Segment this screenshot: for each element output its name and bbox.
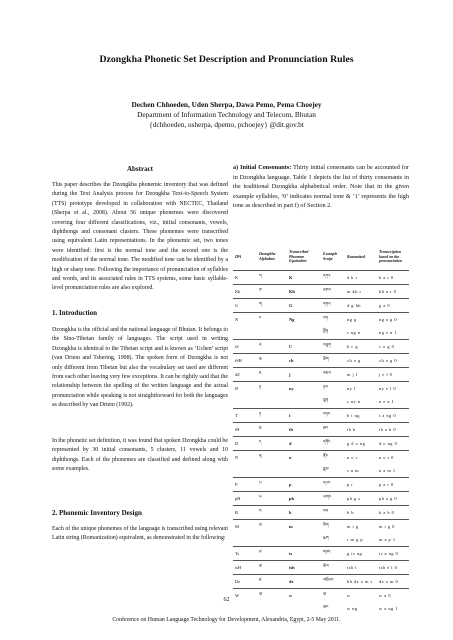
- romanized-cell: p r: [345, 478, 377, 492]
- table-row: [233, 520, 409, 534]
- affiliation: [0, 110, 453, 130]
- abstract-heading: Abstract: [126, 165, 154, 173]
- romanized-cell: m i g: [345, 520, 377, 534]
- example-script-cell: རྨག: [323, 535, 329, 540]
- transcription-cell: m a p 1: [379, 537, 396, 542]
- example-script-cell: དགའ: [321, 299, 345, 313]
- phoneme-cell: n: [287, 451, 321, 465]
- example-script-cell: སྣམ: [323, 466, 329, 471]
- empty-cell: [287, 464, 321, 478]
- table-row: [233, 409, 409, 423]
- phoneme-cell: G: [287, 299, 321, 313]
- ipa-cell: D: [233, 437, 257, 451]
- table-row-variant: [233, 395, 409, 409]
- phoneme-cell: ch: [287, 354, 321, 368]
- table-row-variant: [233, 464, 409, 478]
- consonant-table: [233, 244, 409, 615]
- empty-cell: [257, 395, 287, 409]
- ipa-cell: N: [233, 313, 257, 327]
- dzongkha-letter-cell: ཚ: [257, 561, 287, 575]
- phoneme-cell: d: [287, 437, 321, 451]
- empty-cell: [287, 395, 321, 409]
- table-row: [233, 340, 409, 354]
- transcription-cell: d o ng 0: [377, 437, 409, 451]
- empty-cell: [233, 464, 257, 478]
- dzongkha-letter-cell: ག: [257, 299, 287, 313]
- dzongkha-letter-cell: ཙ: [257, 547, 287, 561]
- romanized-cell: s ng n: [347, 330, 361, 335]
- example-script-cell: ཉལ: [321, 382, 345, 396]
- paper-title: Dzongkha Phonetic Set Description and Pronunciation Rules: [99, 54, 354, 65]
- table-header-row: [233, 244, 409, 271]
- transcription-cell: n a m 1: [379, 468, 396, 473]
- phoneme-cell: th: [287, 423, 321, 437]
- affiliation-name: Department of Information Technology and Telecom, Bhutan: [137, 110, 316, 119]
- transcription-cell: th a b 0: [377, 423, 409, 437]
- table-row: [233, 299, 409, 313]
- transcription-cell: ch o g 0: [377, 354, 409, 368]
- example-script-cell: ཝ: [321, 589, 345, 603]
- phoneme-cell: p: [287, 478, 321, 492]
- phoneme-cell: w: [287, 589, 321, 603]
- transcription-cell: m i g 0: [377, 520, 409, 534]
- ipa-cell: K: [233, 271, 257, 285]
- phoneme-cell: Kh: [287, 285, 321, 299]
- ipa-cell: tSH: [233, 354, 257, 368]
- phoneme-cell: ny: [287, 382, 321, 396]
- author-list: Dechen Chhoeden, Uden Sherpa, Dawa Pemo, Pema Choejey: [131, 100, 322, 109]
- romanized-cell: m kh r: [345, 285, 377, 299]
- ipa-cell: pH: [233, 492, 257, 506]
- romanized-cell: s n m: [347, 468, 360, 473]
- romanized-cell: g ts ng: [345, 547, 377, 561]
- consonants-paragraph: [233, 163, 409, 211]
- table-row: [233, 285, 409, 299]
- ipa-cell: Ts: [233, 547, 257, 561]
- author-emails: {dchhoeden, usherpa, dpemo, pchoejey} @dit.gov.bt: [149, 120, 304, 129]
- romanized-cell: tsh l: [345, 561, 377, 575]
- empty-cell: [257, 464, 287, 478]
- romanized-cell: w ng: [347, 606, 358, 611]
- transcription-cell: tsh e l 0: [377, 561, 409, 575]
- dzongkha-letter-cell: ཇ: [257, 368, 287, 382]
- transcription-cell: w a ng 1: [379, 606, 398, 611]
- section-introduction-heading: 1. Introduction: [52, 309, 97, 317]
- table-row: [233, 506, 409, 520]
- dzongkha-letter-cell: ཏ: [257, 409, 287, 423]
- example-script-cell: ནོར: [321, 451, 345, 465]
- phoneme-cell: b: [287, 506, 321, 520]
- example-script-cell: ཐབ: [321, 423, 345, 437]
- phoneme-cell: j: [287, 368, 321, 382]
- phoneme-cell: m: [287, 520, 321, 534]
- transcription-cell: c o g 0: [377, 340, 409, 354]
- ipa-cell: M: [233, 520, 257, 534]
- dzongkha-letter-cell: ཛ: [257, 575, 287, 589]
- transcription-cell: ny e l 0: [377, 382, 409, 396]
- romanized-cell: ph g s: [345, 492, 377, 506]
- transcription-cell: dz o m 0: [377, 575, 409, 589]
- dzongkha-letter-cell: ཆ: [257, 354, 287, 368]
- example-script-cell: དགོང: [321, 437, 345, 451]
- table-row: [233, 313, 409, 327]
- ipa-cell: tS: [233, 340, 257, 354]
- ipa-cell: W: [233, 589, 257, 603]
- romanized-cell: ng g: [345, 313, 377, 327]
- romanized-cell: w: [345, 589, 377, 603]
- phoneme-cell: Ng: [287, 313, 321, 327]
- ipa-cell: tH: [233, 423, 257, 437]
- inventory-paragraph: Each of the unique phonemes of the language is transcribed using relevant Latin string (Romanization) equivalent, as demonstrated in the following:: [52, 526, 228, 542]
- phoneme-cell: t: [287, 409, 321, 423]
- romanized-cell: m j l: [345, 368, 377, 382]
- transcription-cell: p a r 0: [377, 478, 409, 492]
- intro-paragraph-1: Dzongkha is the official and the national language of Bhutan. It belongs to the Sino-Tibetan family of languages. The script used in writing Dzongkha is identical to the Tibetan script and is known as ‘Uchen’ script (van Driem and Tshering, 1998). The spoken form of Dzongkha is not only different from Tibetan but also the vocabulary set used are different from each other leaving very few exceptions. It can be rightly said that the relationship between the spelling of the written language and the actual pronunciation while speaking is not straightforward for both the languages as described by van Driem (1992).: [52, 327, 228, 409]
- romanized-cell: s ny n: [347, 399, 361, 404]
- phoneme-cell: ph: [287, 492, 321, 506]
- intro-paragraph-2: In the phonetic set definition, it was found that spoken Dzongkha could be represented by 30 initial consonants, 5 clusters, 11 vowels and 10 diphthongs. Each of the phonemes are classified and defined along with some examples.: [52, 438, 228, 473]
- ipa-cell: T: [233, 409, 257, 423]
- ipa-cell: Ø: [233, 382, 257, 396]
- transcription-cell: kh a r 0: [377, 285, 409, 299]
- transcription-cell: ph a g 0: [377, 492, 409, 506]
- romanized-cell: ch o g: [345, 354, 377, 368]
- empty-cell: [287, 326, 321, 340]
- transcription-cell: t a ng 0: [377, 409, 409, 423]
- empty-cell: [233, 533, 257, 547]
- dzongkha-letter-cell: པ: [257, 478, 287, 492]
- romanized-cell: ny l: [345, 382, 377, 396]
- table-row: [233, 382, 409, 396]
- example-script-cell: དཀར: [321, 271, 345, 285]
- transcription-cell: g a 0: [377, 299, 409, 313]
- table-row-variant: [233, 533, 409, 547]
- transcription-cell: k a r 0: [377, 271, 409, 285]
- romanized-cell: b t ng: [345, 409, 377, 423]
- transcription-cell: ng a g 0: [377, 313, 409, 327]
- dzongkha-letter-cell: ཉ: [257, 382, 287, 396]
- table-row: [233, 368, 409, 382]
- page-number: 62: [223, 597, 230, 603]
- consonants-text: Thirty initial consonants can be accounted for in Dzongkha language. Table 1 depicts the list of thirty consonants in the traditional Dzongkha alphabetical order. Note that in the given example syllables, ‘0’ indicates normal tone & ‘1’ represents the high tone as described in part f) of Section 2.: [233, 164, 409, 209]
- example-script-cell: ཚེལ: [321, 561, 345, 575]
- example-script-cell: མཇལ: [321, 368, 345, 382]
- romanized-cell: th b: [345, 423, 377, 437]
- example-script-cell: བཏང: [321, 409, 345, 423]
- phoneme-cell: dz: [287, 575, 321, 589]
- conference-footer: Conference on Human Language Technology for Development, Alexandria, Egypt, 2-5 May 2011.: [112, 617, 341, 623]
- transcription-cell: b a b 0: [377, 506, 409, 520]
- table-row: [233, 451, 409, 465]
- dzongkha-letter-cell: ཁ: [257, 285, 287, 299]
- dzongkha-letter-cell: བ: [257, 506, 287, 520]
- empty-cell: [233, 326, 257, 340]
- example-script-cell: སྔོན: [323, 328, 329, 333]
- transcription-cell: n o r 0: [377, 451, 409, 465]
- empty-cell: [257, 326, 287, 340]
- table-row-variant: [233, 326, 409, 340]
- header-romanized: Romanized: [347, 254, 365, 259]
- romanized-cell: b c g: [345, 340, 377, 354]
- transcription-cell: w a 0: [377, 589, 409, 603]
- dzongkha-letter-cell: ཀ: [257, 271, 287, 285]
- dzongkha-letter-cell: ཝ: [257, 589, 287, 603]
- dzongkha-letter-cell: ཅ: [257, 340, 287, 354]
- table-row: [233, 492, 409, 506]
- phoneme-cell: tsh: [287, 561, 321, 575]
- example-script-cell: སྙན: [323, 397, 329, 402]
- example-script-cell: ངག: [321, 313, 345, 327]
- header-ipa: IPA: [235, 254, 242, 259]
- example-script-cell: གཙང: [321, 547, 345, 561]
- example-script-cell: འཛོམས: [321, 575, 345, 589]
- romanized-cell: n o r: [345, 451, 377, 465]
- empty-cell: [287, 602, 321, 615]
- ipa-cell: G: [233, 299, 257, 313]
- ipa-cell: P: [233, 478, 257, 492]
- romanized-cell: hh dz o m s: [345, 575, 377, 589]
- example-script-cell: བཅུག: [321, 340, 345, 354]
- phoneme-cell: C: [287, 340, 321, 354]
- empty-cell: [233, 395, 257, 409]
- transcription-cell: j e l 0: [377, 368, 409, 382]
- example-script-cell: མཁར: [321, 285, 345, 299]
- ipa-cell: dZ: [233, 368, 257, 382]
- phoneme-cell: K: [287, 271, 321, 285]
- transcription-cell: ts a ng 0: [377, 547, 409, 561]
- ipa-cell: tsH: [233, 561, 257, 575]
- romanized-cell: g d o ng: [345, 437, 377, 451]
- ipa-cell: B: [233, 506, 257, 520]
- romanized-cell: r m g p: [347, 537, 364, 542]
- table-row: [233, 561, 409, 575]
- table-row: [233, 437, 409, 451]
- example-script-cell: མིག: [321, 520, 345, 534]
- phoneme-cell: ts: [287, 547, 321, 561]
- table-row: [233, 478, 409, 492]
- abstract-text: This paper describes the Dzongkha phonemic inventory that was defined during the Text Analysis process for Dzongkha Text-to-Speech System (TTS) prototype developed in collaboration with NECTEC, Thailand (Sherpa et al., 2008). About 56 unique phonemes were discovered covering four different classifications, viz., initial consonants, vowels, diphthongs and consonant clusters. These phonemes were transcribed using equivalent Latin representations. In the phonemic set, two tones were identified: first is the normal tone and the second one is the modification of the normal tone. The modified tone can be identified by a high or sharp tone. Following the importance of pronunciation of syllables and words, and its associated rules in TTS systems, some basic syllable-level pronunciation rules are also explored.: [52, 182, 228, 292]
- dzongkha-letter-cell: ང: [257, 313, 287, 327]
- header-example-script: Example Script: [323, 252, 338, 261]
- empty-cell: [257, 602, 287, 615]
- example-script-cell: བབ: [321, 506, 345, 520]
- ipa-cell: Kh: [233, 285, 257, 299]
- dzongkha-letter-cell: ད: [257, 437, 287, 451]
- table-row: [233, 271, 409, 285]
- empty-cell: [287, 533, 321, 547]
- section-inventory-heading: 2. Phonemic Inventory Design: [52, 509, 142, 517]
- header-dzongkha-alphabets: Dzongkha Alphabets: [259, 252, 276, 261]
- example-script-cell: ཆོག: [321, 354, 345, 368]
- dzongkha-letter-cell: ཐ: [257, 423, 287, 437]
- romanized-cell: d g hh: [345, 299, 377, 313]
- dzongkha-letter-cell: མ: [257, 520, 287, 534]
- ipa-cell: Dz: [233, 575, 257, 589]
- romanized-cell: d k r: [345, 271, 377, 285]
- header-transcribed-phoneme: Transcribed Phoneme Equivalent: [289, 250, 309, 264]
- table-row: [233, 423, 409, 437]
- dzongkha-letter-cell: ན: [257, 451, 287, 465]
- empty-cell: [233, 602, 257, 615]
- romanized-cell: b b: [345, 506, 377, 520]
- example-script-cell: དཔར: [321, 478, 345, 492]
- table-row: [233, 547, 409, 561]
- table-row: [233, 575, 409, 589]
- example-script-cell: ཕགས: [321, 492, 345, 506]
- table-row: [233, 354, 409, 368]
- ipa-cell: N: [233, 451, 257, 465]
- empty-cell: [257, 533, 287, 547]
- header-transcription: Transcription based on the pronunciation: [379, 250, 402, 264]
- consonants-heading: a) Initial Consonants:: [233, 164, 292, 171]
- transcription-cell: n e n 1: [379, 399, 395, 404]
- example-script-cell: ཝང: [323, 604, 329, 609]
- table-row-variant: [233, 602, 409, 615]
- transcription-cell: ng e n 1: [379, 330, 398, 335]
- dzongkha-letter-cell: ཕ: [257, 492, 287, 506]
